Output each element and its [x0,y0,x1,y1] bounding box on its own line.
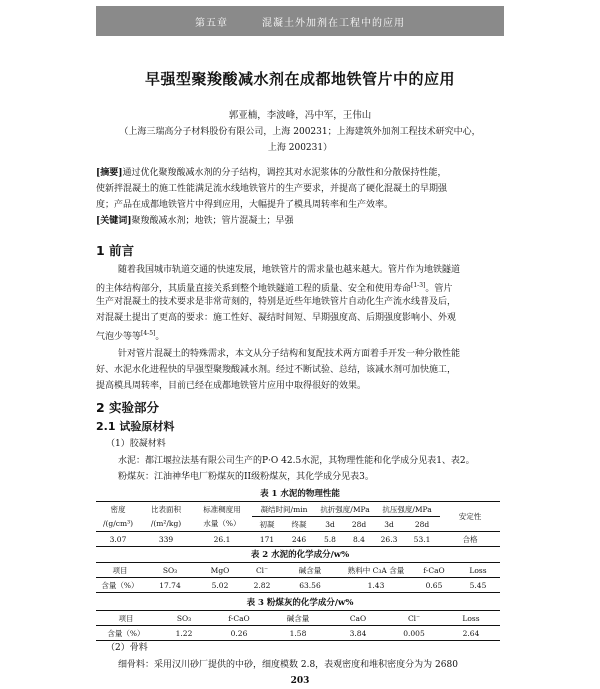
table-2 [96,562,500,593]
intro-p1-line-2-tail: 。管片 [425,284,453,294]
table-1-h-final: 终凝 [282,517,316,532]
author-list: 郭亚楠，李波峰，冯中军，王伟山 [228,110,372,121]
table-cell: 1.58 [266,626,330,641]
table-3-caption: 表 3 粉煤灰的化学成分/w% [246,598,354,608]
citation-1-3: [1-3] [411,282,426,289]
table-1-h-water: 标准稠度用 [192,502,252,517]
table-header-cell: MgO [196,563,244,578]
table-cell: 246 [282,532,316,547]
table-1-h-comp: 抗压强度/MPa [374,502,440,517]
table-3-data-row [96,626,500,641]
table-1-h-comp-3d: 3d [374,517,404,532]
table-cell: 0.65 [412,578,456,593]
abstract [96,165,500,229]
intro-p2-line-1: 针对管片混凝土的特殊需求，本文从分子结构和复配技术两方面着手开发一种分散性能 [118,349,461,359]
flyash-desc: 粉煤灰：江油神华电厂粉煤灰的II级粉煤灰，其化学成分见表3。 [118,472,374,482]
section-2-heading: 2 实验部分 [96,400,160,415]
table-cell: 26.1 [192,532,252,547]
table-1-h-area: 比表面积 [140,502,192,517]
table-header-cell: 碱含量 [266,611,330,626]
table-1-header-row-2 [96,517,500,532]
table-header-cell: 熟料中 C₃A 含量 [340,563,412,578]
item-cementitious: （1）胶凝材料 [106,439,166,449]
table-1-h-flex-28d: 28d [344,517,374,532]
intro-p2-line-2: 好、水泥水化进程快的早强型聚羧酸减水剂。经过不断试验、总结，该减水剂可加快施工， [96,365,457,375]
table-cell: 3.84 [330,626,386,641]
intro-p2-line-3: 提高模具周转率，目前已经在成都地铁管片应用中取得很好的效果。 [96,381,367,391]
table-1-h-flex-3d: 3d [316,517,344,532]
intro-p1-line-5 [96,326,500,345]
table-cell: 63.56 [280,578,340,593]
table-1-h-flex: 抗折强度/MPa [316,502,374,517]
table-cell: 5.8 [316,532,344,547]
table-cell: 17.74 [144,578,196,593]
table-1-h-density: 密度 [96,502,140,517]
table-1 [96,501,500,547]
table-header-cell: CaO [330,611,386,626]
table-header-cell: f-CaO [212,611,266,626]
abstract-text-2: 使新拌混凝土的施工性能满足流水线地铁管片的生产要求，并提高了硬化混凝土的早期强 [96,184,448,194]
abstract-text-1: 通过优化聚羧酸减水剂的分子结构，调控其对水泥浆体的分散性和分散保持性能， [122,168,447,178]
table-1-header-row-1 [96,502,500,517]
intro-p1-line-2-text: 的主体结构部分，其质量直接关系到整个地铁隧道工程的质量、安全和使用寿命 [96,284,412,294]
table-cell: 0.26 [212,626,266,641]
fine-aggregate-desc: 细骨料：采用汉川砂厂提供的中砂，细度模数 2.8，表观密度和堆积密度分为为 2680 [118,660,458,670]
table-header-cell: 项目 [96,611,156,626]
table-3-header-row [96,611,500,626]
affiliation [90,124,510,156]
table-1-h-comp-28d: 28d [404,517,440,532]
abstract-text-3: 度；产品在成都地铁管片中得到应用，大幅提升了模具周转率和生产效率。 [96,200,394,210]
table-1-h-set: 凝结时间/min [252,502,316,517]
table-cell: 5.02 [196,578,244,593]
table-cell: 26.3 [374,532,404,547]
article-title: 早强型聚羧酸减水剂在成都地铁管片中的应用 [144,70,455,88]
table-cell: 合格 [440,532,500,547]
section-1-heading: 1 前言 [96,243,135,258]
table-header-cell: 项目 [96,563,144,578]
keywords-label: [关键词] [96,216,132,226]
abstract-label: [摘要] [96,168,123,178]
keywords-text: 聚羧酸减水剂；地铁；管片混凝土；早强 [131,216,294,226]
intro-p1-line-3: 生产对混凝土的技术要求是非常苛刻的，特别是近些年地铁管片自动化生产流水线普及后， [96,297,457,307]
table-cell: 171 [252,532,282,547]
item-aggregate: （2）骨料 [106,643,148,653]
table-header-cell: SO₃ [144,563,196,578]
table-3 [96,610,500,641]
table-cell: 5.45 [456,578,500,593]
table-cell: 含量（%） [96,578,144,593]
table-cell: 3.07 [96,532,140,547]
table-header-cell: Loss [456,563,500,578]
table-cell: 含量（%） [96,626,156,641]
table-1-data-row [96,532,500,547]
table-cell: 1.22 [156,626,212,641]
citation-4-5: [4-5] [141,330,156,337]
table-1-h-density-unit: /(g/cm³) [96,517,140,532]
chapter-label: 第五章 [195,17,228,29]
subsection-2-1-heading: 2.1 试验原材料 [96,420,175,433]
table-header-cell: f-CaO [412,563,456,578]
page-number: 203 [290,676,310,686]
table-cell: 2.82 [244,578,280,593]
table-header-cell: SO₃ [156,611,212,626]
table-1-h-area-unit: /(m²/kg) [140,517,192,532]
table-cell: 0.005 [386,626,442,641]
table-2-data-row [96,578,500,593]
table-cell: 8.4 [344,532,374,547]
keywords-line [96,213,500,229]
table-header-cell: Loss [442,611,500,626]
table-header-cell: Cl⁻ [244,563,280,578]
cement-desc: 水泥：都江堰拉法基有限公司生产的P·O 42.5水泥，其物理性能和化学成分见表1、表2。 [118,456,475,466]
intro-p1-line-4: 对混凝土提出了更高的要求：施工性好、凝结时间短、早期强度高、后期强度影响小、外观 [96,313,457,323]
intro-p1-line-5-tail: 。 [155,332,165,342]
table-cell: 339 [140,532,192,547]
table-header-cell: 碱含量 [280,563,340,578]
intro-p1-line-1: 随着我国城市轨道交通的快速发展，地铁管片的需求量也越来越大。管片作为地铁隧道 [118,265,461,275]
table-1-h-initial: 初凝 [252,517,282,532]
affiliation-line-1: （上海三瑞高分子材料股份有限公司，上海 200231；上海建筑外加剂工程技术研究中心， [119,127,481,137]
abstract-line [96,165,500,181]
table-cell: 2.64 [442,626,500,641]
intro-p1-line-5-text: 气泡少等等 [96,332,142,342]
table-1-h-soundness: 安定性 [440,502,500,532]
running-header [96,6,504,36]
table-header-cell: Cl⁻ [386,611,442,626]
affiliation-line-2: 上海 200231） [267,143,333,153]
table-1-caption: 表 1 水泥的物理性能 [260,489,340,499]
table-cell: 53.1 [404,532,440,547]
chapter-title: 混凝土外加剂在工程中的应用 [262,17,405,29]
table-1-h-water-unit: 水量（%） [192,517,252,532]
table-cell: 1.43 [340,578,412,593]
table-2-caption: 表 2 水泥的化学成分/w% [250,550,350,560]
table-2-header-row [96,563,500,578]
